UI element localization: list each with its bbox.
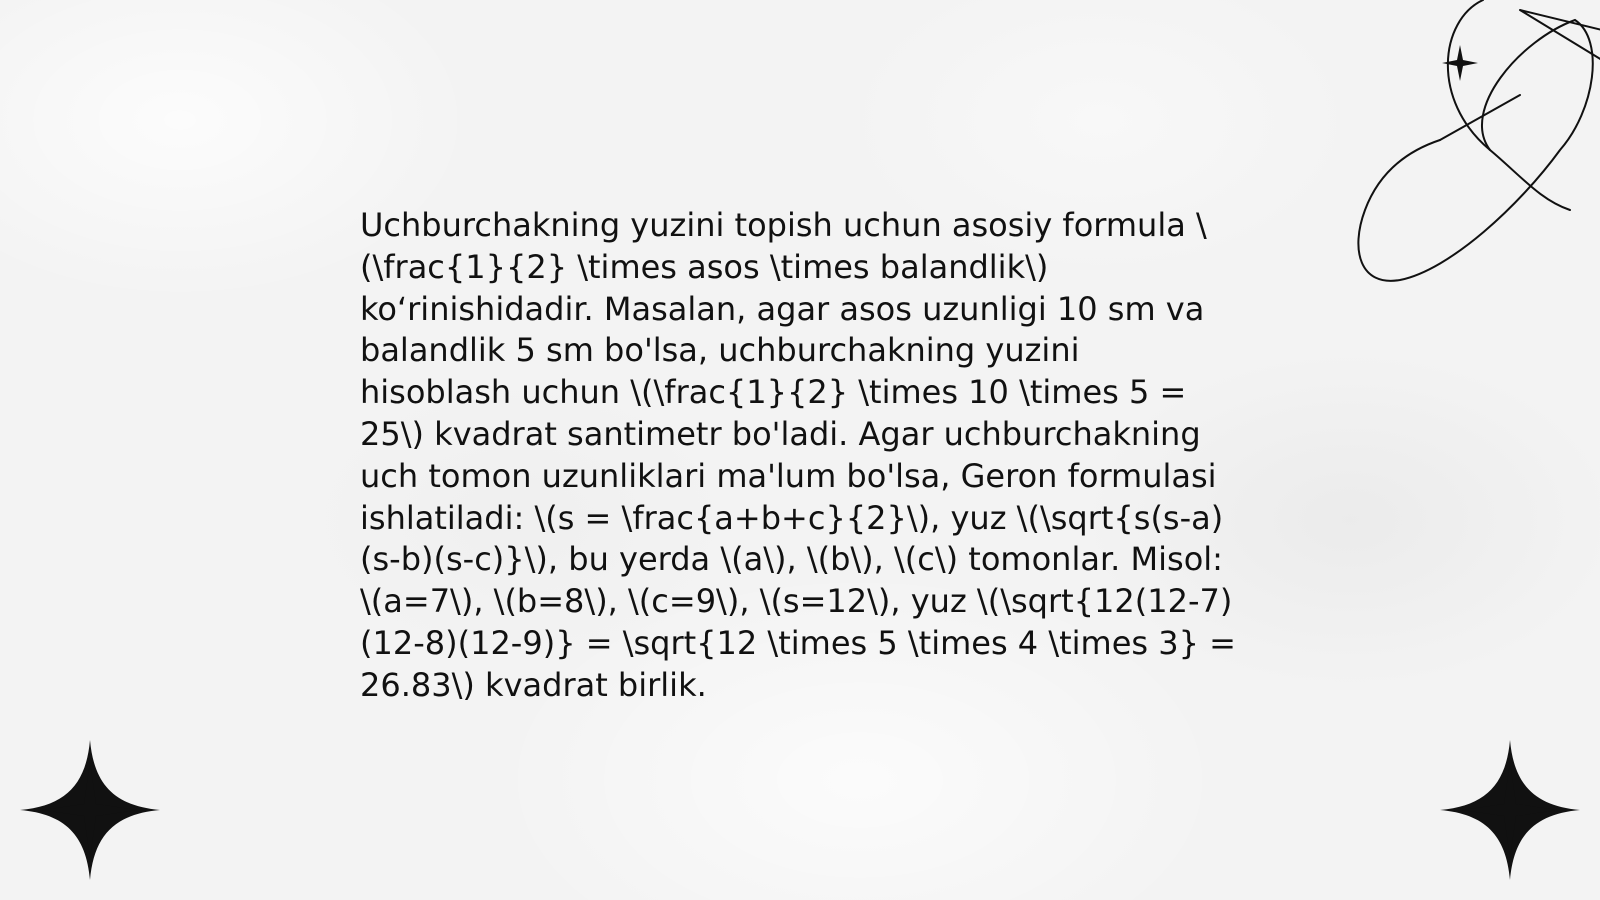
four-point-star-icon bbox=[1440, 740, 1580, 880]
orbit-line-inner bbox=[1440, 95, 1520, 140]
orbit-curve-main bbox=[1358, 20, 1592, 281]
four-point-star-icon bbox=[20, 740, 160, 880]
orbit-lines-decoration bbox=[1340, 0, 1600, 290]
sparkle-icon bbox=[1442, 45, 1478, 81]
slide-paragraph: Uchburchakning yuzini topish uchun asosiy formula \(\frac{1}{2} \times asos \times balandlik\) ko‘rinishidadir. Masalan, agar asos uzunligi 10 sm va balandlik 5 sm bo'lsa, uchburchakning yuzini hisoblash uchun \(\frac{1}{2} \times 10 \times 5 = 25\) kvadrat santimetr bo'ladi. Agar uchburchakning uch tomon uzunliklari ma'lum bo'lsa, Geron formulasi ishlatiladi: \(s = \frac{a+b+c}{2}\), yuz \(\sqrt{s(s-a)(s-b)(s-c)}\), bu yerda \(a\), \(b\), \(c\) tomonlar. Misol: \(a=7\), \(b=8\), \(c=9\), \(s=12\), yuz \(\sqrt{12(12-7)(12-8)(12-9)} = \sqrt{12 \times 5 \times 4 \times 3} = 26.83\) kvadrat birlik. bbox=[360, 206, 1236, 704]
